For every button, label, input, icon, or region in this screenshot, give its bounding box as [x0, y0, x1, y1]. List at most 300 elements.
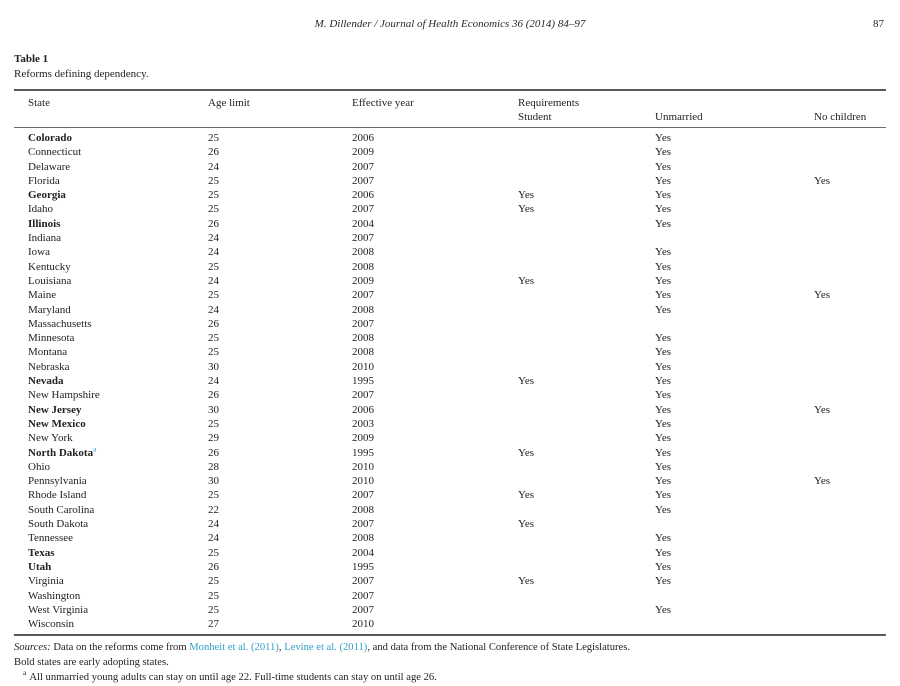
effective-year-cell: 1995: [352, 446, 374, 459]
effective-year-cell: 2007: [352, 389, 374, 402]
table-row: [14, 574, 886, 588]
state-cell: [14, 202, 194, 216]
age-limit-cell: 25: [208, 189, 219, 202]
table-row: [14, 360, 886, 374]
page-number: 87: [873, 18, 884, 30]
effective-year-cell: 2008: [352, 332, 374, 345]
sources-text-post: , and data from the National Conference of State Legislatures.: [367, 642, 631, 654]
unmarried-requirement-cell: Yes: [655, 332, 672, 345]
age-limit-cell: 25: [208, 203, 219, 216]
effective-year-cell: 2003: [352, 417, 374, 430]
no-children-requirement-cell: [800, 331, 886, 345]
state-name: Georgia: [28, 189, 66, 202]
student-requirement-cell: [504, 474, 641, 488]
no-children-requirement-cell: [800, 260, 886, 274]
table-row: [14, 331, 886, 345]
student-requirement-cell: [504, 503, 641, 517]
sources-separator: ,: [278, 642, 285, 654]
student-requirement-cell: [504, 546, 641, 560]
student-requirement-cell: [504, 317, 641, 331]
col-header-unmarried: Unmarried: [641, 90, 800, 128]
state-cell: [14, 388, 194, 402]
table-footnotes: [14, 641, 886, 685]
state-name: Pennsylvania: [28, 475, 87, 488]
state-name: Nebraska: [28, 360, 70, 373]
unmarried-requirement-cell: Yes: [655, 489, 672, 502]
no-children-requirement-cell: [800, 145, 886, 159]
table-row: [14, 589, 886, 603]
effective-year-cell: 2010: [352, 360, 374, 373]
table-row: [14, 245, 886, 259]
no-children-requirement-cell: [800, 488, 886, 502]
state-name: Connecticut: [28, 146, 82, 159]
age-limit-cell: 25: [208, 174, 219, 187]
effective-year-cell: 2007: [352, 289, 374, 302]
effective-year-cell: 2010: [352, 618, 374, 631]
sources-note: [14, 641, 886, 656]
no-children-requirement-cell: Yes: [814, 403, 831, 416]
no-children-requirement-cell: [800, 217, 886, 231]
age-limit-cell: 26: [208, 560, 219, 573]
no-children-requirement-cell: [800, 617, 886, 635]
age-limit-cell: 27: [208, 618, 219, 631]
col-header-requirements-student: Requirements Student: [504, 90, 641, 128]
student-requirement-cell: [504, 460, 641, 474]
effective-year-cell: 2010: [352, 475, 374, 488]
state-cell: [14, 503, 194, 517]
table-row: [14, 202, 886, 216]
table-row: [14, 603, 886, 617]
age-limit-cell: 24: [208, 518, 219, 531]
state-name: West Virginia: [28, 603, 89, 616]
state-cell: [14, 128, 194, 146]
unmarried-requirement-cell: [641, 617, 800, 635]
no-children-requirement-cell: Yes: [814, 289, 831, 302]
no-children-requirement-cell: [800, 560, 886, 574]
state-name: Virginia: [28, 575, 64, 588]
state-name: Indiana: [28, 232, 61, 245]
state-name: North Dakota: [28, 446, 94, 459]
effective-year-cell: 2007: [352, 489, 374, 502]
table-row: [14, 403, 886, 417]
table-row: [14, 260, 886, 274]
unmarried-requirement-cell: Yes: [655, 160, 672, 173]
state-name: Iowa: [28, 246, 50, 259]
no-children-requirement-cell: [800, 431, 886, 445]
unmarried-requirement-cell: Yes: [655, 174, 672, 187]
no-children-requirement-cell: [800, 317, 886, 331]
state-name: Washington: [28, 589, 81, 602]
table-row: [14, 517, 886, 531]
table-row: [14, 288, 886, 302]
unmarried-requirement-cell: Yes: [655, 560, 672, 573]
unmarried-requirement-cell: Yes: [655, 260, 672, 273]
effective-year-cell: 2007: [352, 518, 374, 531]
table-row: [14, 460, 886, 474]
student-requirement-cell: [504, 231, 641, 245]
state-cell: [14, 560, 194, 574]
table-row: [14, 474, 886, 488]
unmarried-requirement-cell: Yes: [655, 132, 672, 144]
effective-year-cell: 2007: [352, 575, 374, 588]
no-children-requirement-cell: [800, 546, 886, 560]
state-name: Maine: [28, 289, 57, 302]
state-name: New Hampshire: [28, 389, 100, 402]
state-cell: [14, 260, 194, 274]
age-limit-cell: 30: [208, 360, 219, 373]
effective-year-cell: 2007: [352, 160, 374, 173]
no-children-requirement-cell: [800, 517, 886, 531]
footnote-a-marker: a: [23, 668, 27, 678]
table-row: [14, 217, 886, 231]
unmarried-requirement-cell: Yes: [655, 446, 672, 459]
no-children-requirement-cell: [800, 160, 886, 174]
state-cell: [14, 160, 194, 174]
effective-year-cell: 2007: [352, 589, 374, 602]
no-children-requirement-cell: [800, 388, 886, 402]
state-name: Kentucky: [28, 260, 71, 273]
state-cell: [14, 288, 194, 302]
state-name: Nevada: [28, 375, 64, 388]
table-row: [14, 274, 886, 288]
age-limit-cell: 24: [208, 246, 219, 259]
table-body: [14, 128, 886, 636]
col-header-age-limit: Age limit: [194, 90, 338, 128]
age-limit-cell: 24: [208, 274, 219, 287]
student-requirement-cell: [504, 403, 641, 417]
table-row: [14, 417, 886, 431]
student-requirement-cell: [504, 603, 641, 617]
state-cell: [14, 245, 194, 259]
unmarried-requirement-cell: Yes: [655, 475, 672, 488]
table-row: [14, 617, 886, 635]
student-requirement-cell: [504, 260, 641, 274]
state-cell: [14, 217, 194, 231]
age-limit-cell: 24: [208, 303, 219, 316]
no-children-requirement-cell: [800, 531, 886, 545]
col-header-effective-year: Effective year: [338, 90, 504, 128]
no-children-requirement-cell: [800, 245, 886, 259]
footnote-a: [14, 668, 886, 686]
state-name: Tennessee: [28, 532, 74, 545]
citation-link-monheit[interactable]: Monheit et al. (2011): [189, 642, 279, 654]
no-children-requirement-cell: [800, 503, 886, 517]
student-requirement-cell: [504, 245, 641, 259]
state-cell: [14, 589, 194, 603]
student-requirement-cell: [504, 345, 641, 359]
table-label: Table 1: [14, 53, 49, 65]
state-cell: [14, 374, 194, 388]
unmarried-requirement-cell: Yes: [655, 575, 672, 588]
state-cell: [14, 403, 194, 417]
table-row: [14, 388, 886, 402]
bold-states-note: Bold states are early adopting states.: [14, 657, 169, 669]
state-cell: [14, 231, 194, 245]
effective-year-cell: 2008: [352, 246, 374, 259]
age-limit-cell: 25: [208, 589, 219, 602]
no-children-requirement-cell: Yes: [814, 475, 831, 488]
unmarried-requirement-cell: Yes: [655, 546, 672, 559]
age-limit-cell: 25: [208, 260, 219, 273]
state-cell: [14, 145, 194, 159]
state-name: New Jersey: [28, 403, 82, 416]
table-row: [14, 160, 886, 174]
unmarried-requirement-cell: Yes: [655, 375, 672, 388]
table-row: [14, 531, 886, 545]
student-requirement-cell: Yes: [518, 375, 535, 388]
no-children-requirement-cell: Yes: [814, 174, 831, 187]
unmarried-requirement-cell: Yes: [655, 432, 672, 445]
state-name: Minnesota: [28, 332, 75, 345]
no-children-requirement-cell: [800, 603, 886, 617]
age-limit-cell: 25: [208, 603, 219, 616]
age-limit-cell: 25: [208, 489, 219, 502]
table-row: [14, 303, 886, 317]
effective-year-cell: 1995: [352, 560, 374, 573]
table-row: [14, 446, 886, 460]
age-limit-cell: 30: [208, 403, 219, 416]
table-row: [14, 374, 886, 388]
student-requirement-cell: Yes: [518, 575, 535, 588]
state-name: South Carolina: [28, 503, 95, 516]
no-children-requirement-cell: [800, 231, 886, 245]
state-name: Utah: [28, 560, 52, 573]
student-requirement-cell: [504, 417, 641, 431]
age-limit-cell: 26: [208, 446, 219, 459]
state-name: Illinois: [28, 217, 61, 230]
table-row: [14, 145, 886, 159]
student-requirement-cell: Yes: [518, 203, 535, 216]
effective-year-cell: 2008: [352, 346, 374, 359]
no-children-requirement-cell: [800, 274, 886, 288]
student-requirement-cell: [504, 128, 641, 146]
footnote-ref-link[interactable]: a: [93, 445, 97, 453]
state-name: Delaware: [28, 160, 71, 173]
age-limit-cell: 26: [208, 317, 219, 330]
state-cell: [14, 188, 194, 202]
effective-year-cell: 2007: [352, 232, 374, 245]
unmarried-requirement-cell: [641, 517, 800, 531]
no-children-requirement-cell: [800, 460, 886, 474]
unmarried-requirement-cell: Yes: [655, 360, 672, 373]
effective-year-cell: 2004: [352, 546, 374, 559]
effective-year-cell: 2008: [352, 303, 374, 316]
no-children-requirement-cell: [800, 574, 886, 588]
unmarried-requirement-cell: Yes: [655, 303, 672, 316]
student-requirement-cell: [504, 331, 641, 345]
state-name: Ohio: [28, 460, 50, 473]
effective-year-cell: 2008: [352, 532, 374, 545]
age-limit-cell: 22: [208, 503, 219, 516]
state-cell: [14, 274, 194, 288]
student-requirement-cell: [504, 431, 641, 445]
effective-year-cell: 1995: [352, 375, 374, 388]
student-requirement-cell: [504, 360, 641, 374]
state-name: Rhode Island: [28, 489, 87, 502]
unmarried-requirement-cell: Yes: [655, 603, 672, 616]
age-limit-cell: 25: [208, 346, 219, 359]
no-children-requirement-cell: [800, 360, 886, 374]
effective-year-cell: 2010: [352, 460, 374, 473]
age-limit-cell: 24: [208, 532, 219, 545]
student-requirement-cell: [504, 160, 641, 174]
age-limit-cell: 25: [208, 289, 219, 302]
effective-year-cell: 2009: [352, 432, 374, 445]
effective-year-cell: 2007: [352, 203, 374, 216]
no-children-requirement-cell: [800, 303, 886, 317]
table-row: [14, 431, 886, 445]
unmarried-requirement-cell: [641, 317, 800, 331]
age-limit-cell: 29: [208, 432, 219, 445]
student-requirement-cell: [504, 589, 641, 603]
state-cell: [14, 488, 194, 502]
student-requirement-cell: [504, 303, 641, 317]
state-cell: [14, 531, 194, 545]
state-cell: [14, 517, 194, 531]
no-children-requirement-cell: [800, 188, 886, 202]
sources-label: Sources:: [14, 642, 51, 654]
no-children-requirement-cell: [800, 446, 886, 460]
col-header-no-children: No children: [800, 90, 886, 128]
state-cell: [14, 303, 194, 317]
effective-year-cell: 2009: [352, 146, 374, 159]
unmarried-requirement-cell: Yes: [655, 274, 672, 287]
no-children-requirement-cell: [800, 128, 886, 146]
no-children-requirement-cell: [800, 345, 886, 359]
state-name: Louisiana: [28, 274, 72, 287]
age-limit-cell: 25: [208, 132, 219, 144]
no-children-requirement-cell: [800, 417, 886, 431]
student-requirement-cell: Yes: [518, 189, 535, 202]
no-children-requirement-cell: [800, 202, 886, 216]
state-cell: [14, 431, 194, 445]
state-name: Florida: [28, 174, 60, 187]
state-name: Montana: [28, 346, 68, 359]
effective-year-cell: 2006: [352, 403, 374, 416]
student-requirement-cell: Yes: [518, 446, 535, 459]
unmarried-requirement-cell: Yes: [655, 246, 672, 259]
effective-year-cell: 2004: [352, 217, 374, 230]
state-cell: [14, 574, 194, 588]
effective-year-cell: 2007: [352, 603, 374, 616]
effective-year-cell: 2006: [352, 132, 374, 144]
state-name: Massachusetts: [28, 317, 92, 330]
sources-text-pre: Data on the reforms come from: [50, 642, 190, 654]
unmarried-requirement-cell: Yes: [655, 217, 672, 230]
age-limit-cell: 26: [208, 146, 219, 159]
unmarried-requirement-cell: Yes: [655, 289, 672, 302]
age-limit-cell: 26: [208, 217, 219, 230]
state-cell: [14, 446, 194, 460]
age-limit-cell: 28: [208, 460, 219, 473]
unmarried-requirement-cell: Yes: [655, 503, 672, 516]
unmarried-requirement-cell: Yes: [655, 389, 672, 402]
age-limit-cell: 25: [208, 546, 219, 559]
unmarried-requirement-cell: Yes: [655, 532, 672, 545]
col-header-state: State: [14, 90, 194, 128]
age-limit-cell: 30: [208, 475, 219, 488]
table-row: [14, 488, 886, 502]
effective-year-cell: 2007: [352, 317, 374, 330]
age-limit-cell: 26: [208, 389, 219, 402]
effective-year-cell: 2008: [352, 260, 374, 273]
student-requirement-cell: [504, 531, 641, 545]
state-name: Maryland: [28, 303, 71, 316]
state-name: South Dakota: [28, 518, 89, 531]
state-name: Wisconsin: [28, 618, 74, 631]
age-limit-cell: 25: [208, 417, 219, 430]
running-title: M. Dillender / Journal of Health Economics 36 (2014) 84–97: [314, 18, 586, 30]
unmarried-requirement-cell: Yes: [655, 403, 672, 416]
age-limit-cell: 24: [208, 160, 219, 173]
effective-year-cell: 2009: [352, 274, 374, 287]
state-cell: [14, 174, 194, 188]
unmarried-requirement-cell: Yes: [655, 146, 672, 159]
student-requirement-cell: [504, 145, 641, 159]
state-name: New York: [28, 432, 73, 445]
effective-year-cell: 2008: [352, 503, 374, 516]
table-caption: Reforms defining dependency.: [14, 68, 149, 80]
state-cell: [14, 460, 194, 474]
footnote-a-text: All unmarried young adults can stay on until age 22. Full-time students can stay on until age 26.: [29, 671, 437, 683]
unmarried-requirement-cell: Yes: [655, 189, 672, 202]
unmarried-requirement-cell: [641, 589, 800, 603]
citation-link-levine[interactable]: Levine et al. (2011): [284, 642, 368, 654]
student-requirement-cell: [504, 217, 641, 231]
table-row: [14, 231, 886, 245]
state-name: Texas: [28, 546, 55, 559]
reforms-table: [14, 89, 886, 636]
table-row: [14, 188, 886, 202]
table-row: [14, 345, 886, 359]
student-requirement-cell: [504, 560, 641, 574]
table-row: [14, 317, 886, 331]
state-cell: [14, 317, 194, 331]
state-name: Idaho: [28, 203, 54, 216]
table-row: [14, 174, 886, 188]
unmarried-requirement-cell: [641, 231, 800, 245]
age-limit-cell: 24: [208, 375, 219, 388]
unmarried-requirement-cell: Yes: [655, 460, 672, 473]
effective-year-cell: 2006: [352, 189, 374, 202]
student-requirement-cell: Yes: [518, 518, 535, 531]
table-row: [14, 128, 886, 146]
student-requirement-cell: [504, 617, 641, 635]
state-cell: [14, 617, 194, 635]
state-cell: [14, 546, 194, 560]
unmarried-requirement-cell: Yes: [655, 346, 672, 359]
table-row: [14, 560, 886, 574]
state-name: Colorado: [28, 132, 72, 144]
unmarried-requirement-cell: Yes: [655, 203, 672, 216]
student-requirement-cell: [504, 288, 641, 302]
state-cell: [14, 474, 194, 488]
state-cell: [14, 417, 194, 431]
running-head: [0, 0, 900, 32]
unmarried-requirement-cell: Yes: [655, 417, 672, 430]
age-limit-cell: 25: [208, 575, 219, 588]
state-cell: [14, 603, 194, 617]
student-requirement-cell: [504, 388, 641, 402]
student-requirement-cell: Yes: [518, 274, 535, 287]
state-cell: [14, 345, 194, 359]
table-header: [14, 90, 886, 128]
state-cell: [14, 331, 194, 345]
table-row: [14, 546, 886, 560]
state-cell: [14, 360, 194, 374]
age-limit-cell: 24: [208, 232, 219, 245]
state-name: New Mexico: [28, 417, 86, 430]
